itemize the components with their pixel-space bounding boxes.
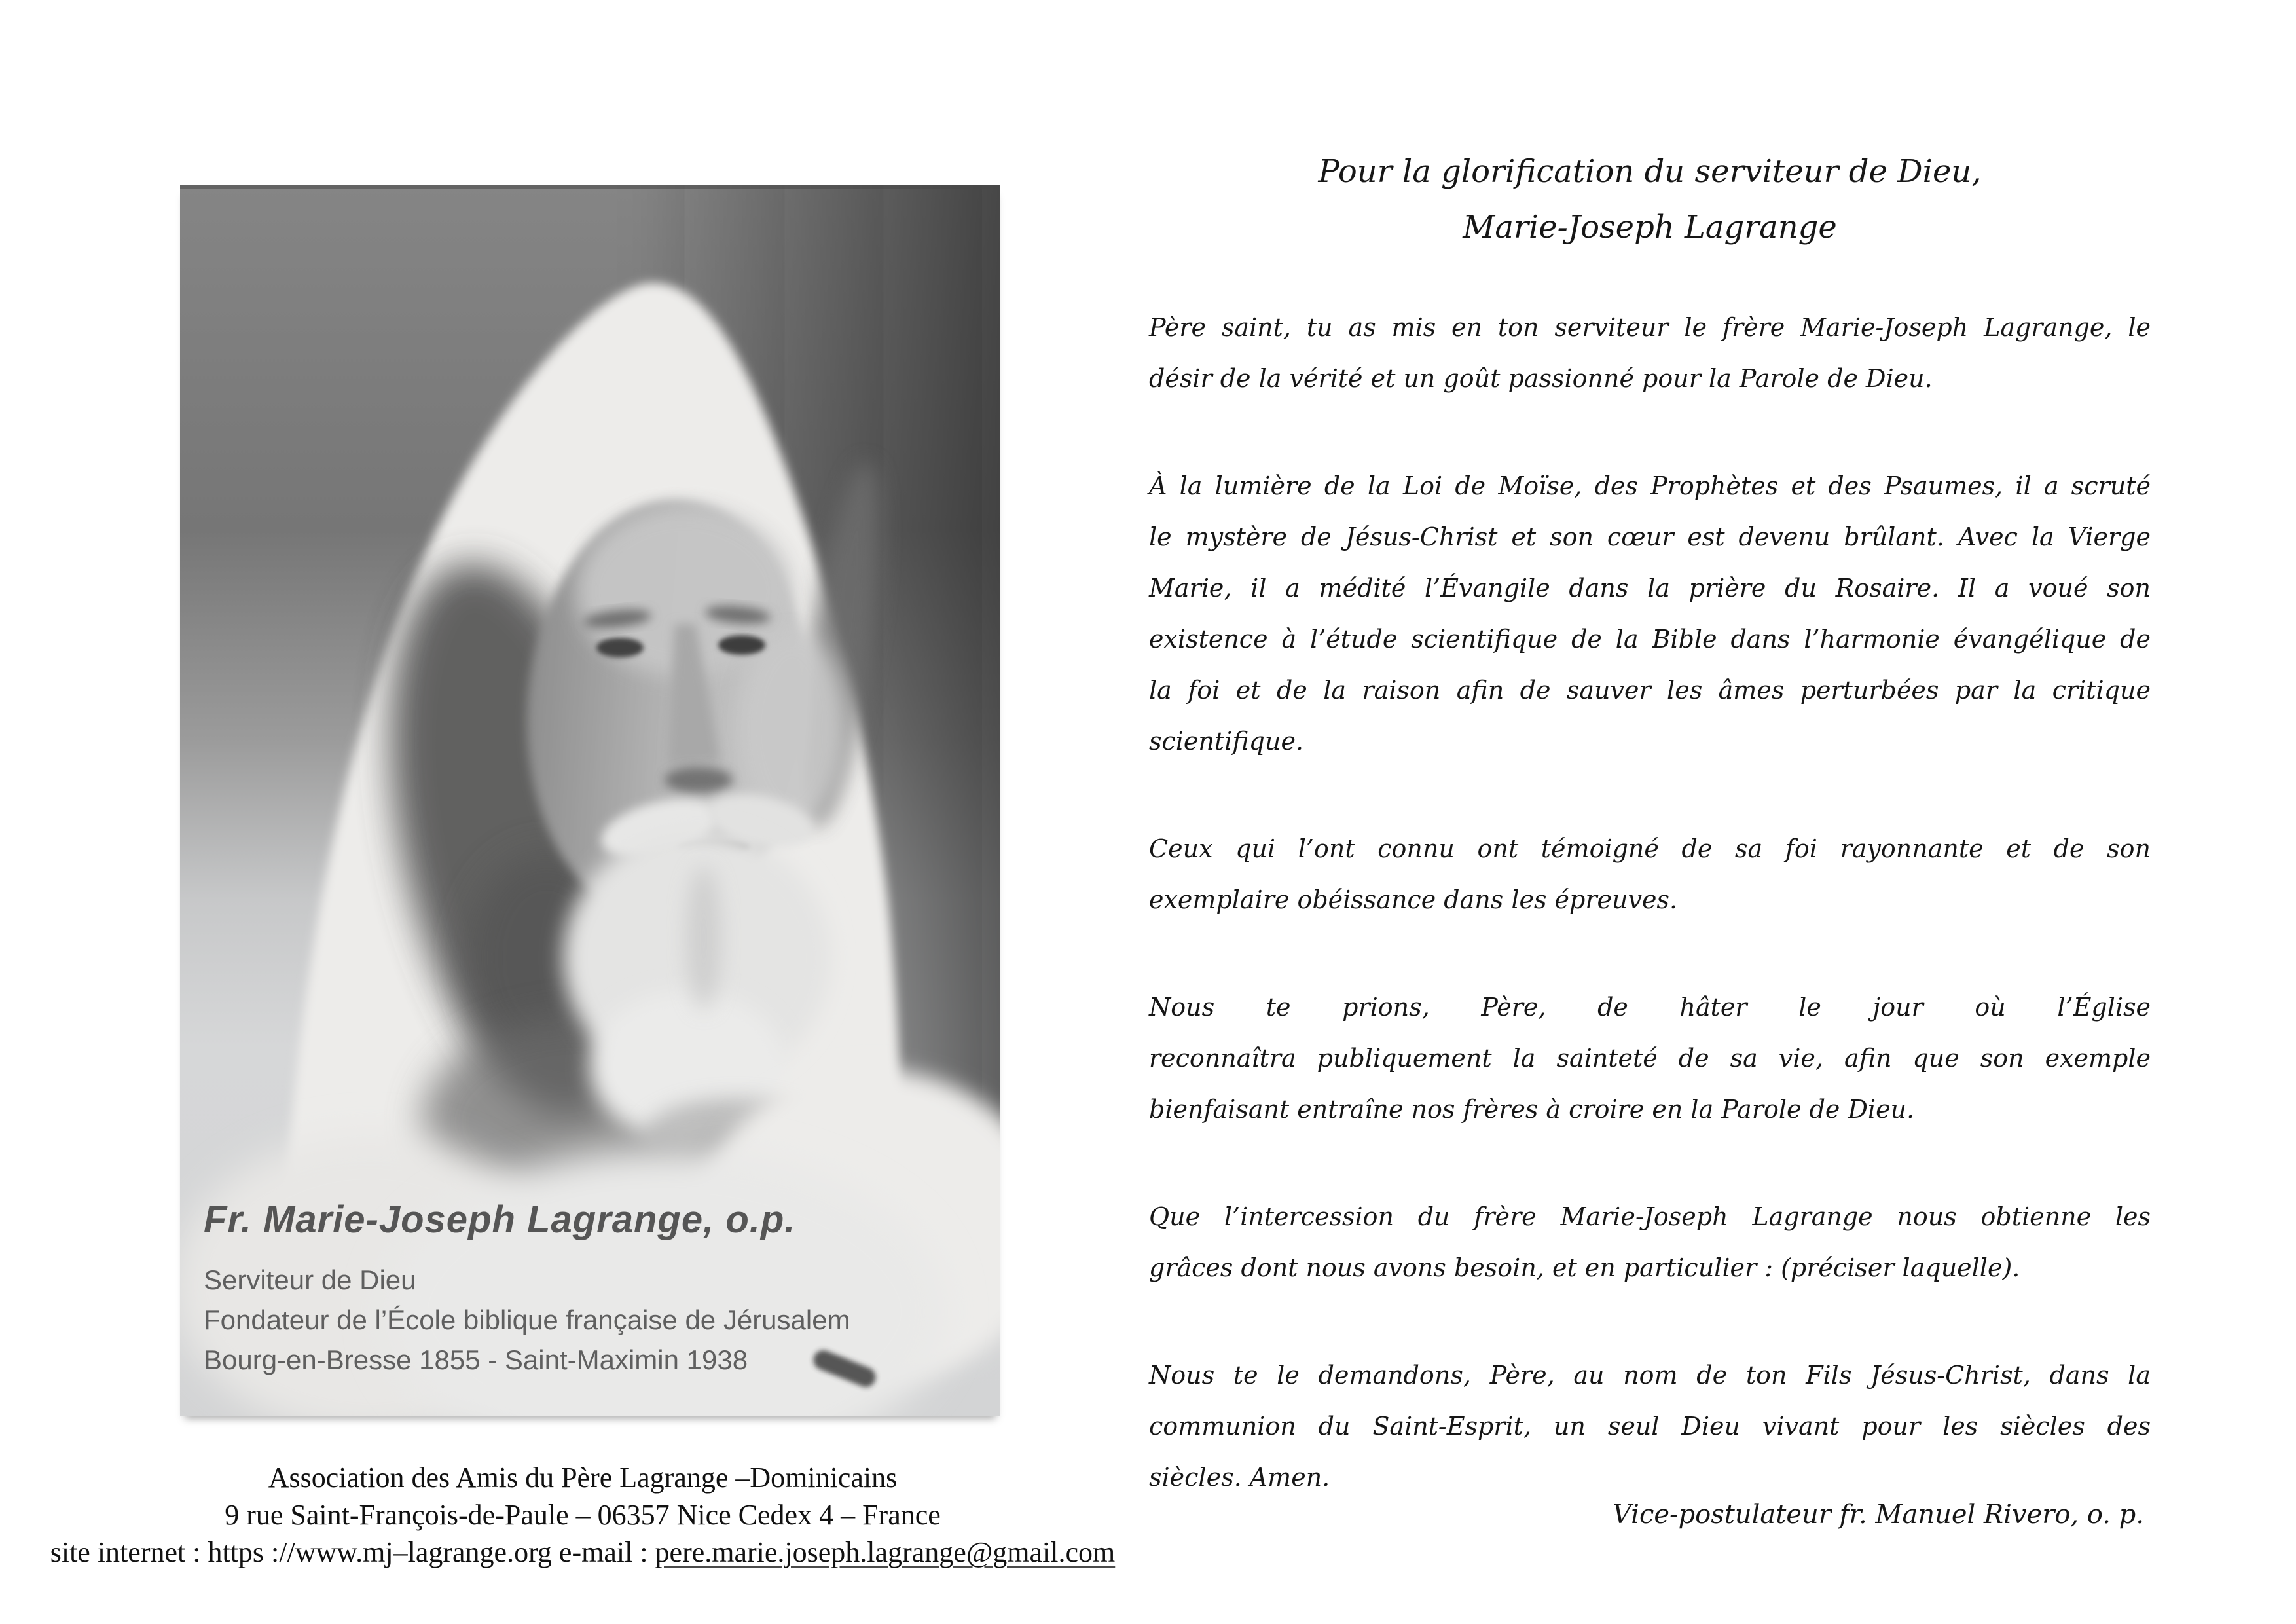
prayer-line: le mystère de Jésus-Christ et son cœur est devenu brûlant. Avec la Vierge — [1149, 523, 2151, 551]
prayer-paragraph-4 — [1149, 982, 2151, 1135]
footer-web-line — [20, 1534, 1146, 1571]
prayer-line: Père saint, tu as mis en ton serviteur le frère Marie-Joseph Lagrange, le — [1149, 313, 2151, 342]
prayer-line: scientifique. — [1149, 727, 1304, 756]
email-link[interactable]: pere.marie.joseph.lagrange@gmail.com — [655, 1536, 1116, 1568]
portrait-photo — [180, 185, 1000, 1416]
prayer-body — [1149, 302, 2151, 1559]
photo-caption-servant-line: Serviteur de Dieu — [204, 1264, 416, 1295]
prayer-title-line-2: Marie-Joseph Lagrange — [1463, 209, 1837, 246]
prayer-line: existence à l’étude scientifique de la Bible dans l’harmonie évangélique de — [1149, 625, 2151, 654]
prayer-line: reconnaîtra publiquement la sainteté de sa vie, afin que son exemple — [1149, 1044, 2151, 1073]
prayer-line: exemplaire obéissance dans les épreuves. — [1149, 885, 1678, 914]
photo-caption — [204, 1196, 983, 1380]
prayer-paragraph-6 — [1149, 1350, 2151, 1503]
prayer-line: grâces dont nous avons besoin, et en particulier : (préciser laquelle). — [1149, 1253, 2020, 1282]
prayer-line: bienfaisant entraîne nos frères à croire en la Parole de Dieu. — [1149, 1095, 1915, 1124]
prayer-paragraph-2 — [1149, 460, 2151, 767]
prayer-paragraph-3 — [1149, 823, 2151, 925]
prayer-line: Marie, il a médité l’Évangile dans la prière du Rosaire. Il a voué son — [1149, 574, 2151, 602]
signature: Vice-postulateur fr. Manuel Rivero, o. p. — [1612, 1500, 2144, 1530]
prayer-line: siècles. Amen. — [1149, 1463, 1330, 1492]
prayer-line: Ceux qui l’ont connu ont témoigné de sa foi rayonnante et de son — [1149, 834, 2151, 863]
prayer-title — [1149, 144, 2151, 255]
footer-address-line: 9 rue Saint-François-de-Paule – 06357 Nice Cedex 4 – France — [225, 1499, 941, 1531]
photo-caption-founder-line: Fondateur de l’École biblique française de Jérusalem — [204, 1304, 850, 1335]
prayer-line: Que l’intercession du frère Marie-Joseph Lagrange nous obtienne les — [1149, 1202, 2151, 1231]
prayer-line: communion du Saint-Esprit, un seul Dieu vivant pour les siècles des — [1149, 1412, 2151, 1441]
prayer-title-line-1: Pour la glorification du serviteur de Dieu, — [1318, 153, 1982, 190]
prayer-line: Nous te prions, Père, de hâter le jour où l’Église — [1149, 993, 2151, 1022]
prayer-line: désir de la vérité et un goût passionné pour la Parole de Dieu. — [1149, 364, 1933, 393]
footer-contact-block — [20, 1459, 1146, 1571]
footer-website-text: site internet : https ://www.mj–lagrange.org e-mail : — [50, 1536, 655, 1568]
photo-caption-dates-line: Bourg-en-Bresse 1855 - Saint-Maximin 1938 — [204, 1344, 748, 1375]
prayer-text-column — [1149, 0, 2151, 1624]
prayer-line: la foi et de la raison afin de sauver les âmes perturbées par la critique — [1149, 676, 2151, 705]
prayer-paragraph-1 — [1149, 302, 2151, 404]
footer-association-line: Association des Amis du Père Lagrange –Dominicains — [268, 1462, 898, 1494]
prayer-paragraph-5 — [1149, 1191, 2151, 1293]
prayer-line: À la lumière de la Loi de Moïse, des Prophètes et des Psaumes, il a scruté — [1149, 471, 2151, 500]
prayer-line: Nous te le demandons, Père, au nom de ton Fils Jésus-Christ, dans la — [1149, 1361, 2151, 1390]
photo-caption-title: Fr. Marie-Joseph Lagrange, o.p. — [204, 1198, 796, 1241]
